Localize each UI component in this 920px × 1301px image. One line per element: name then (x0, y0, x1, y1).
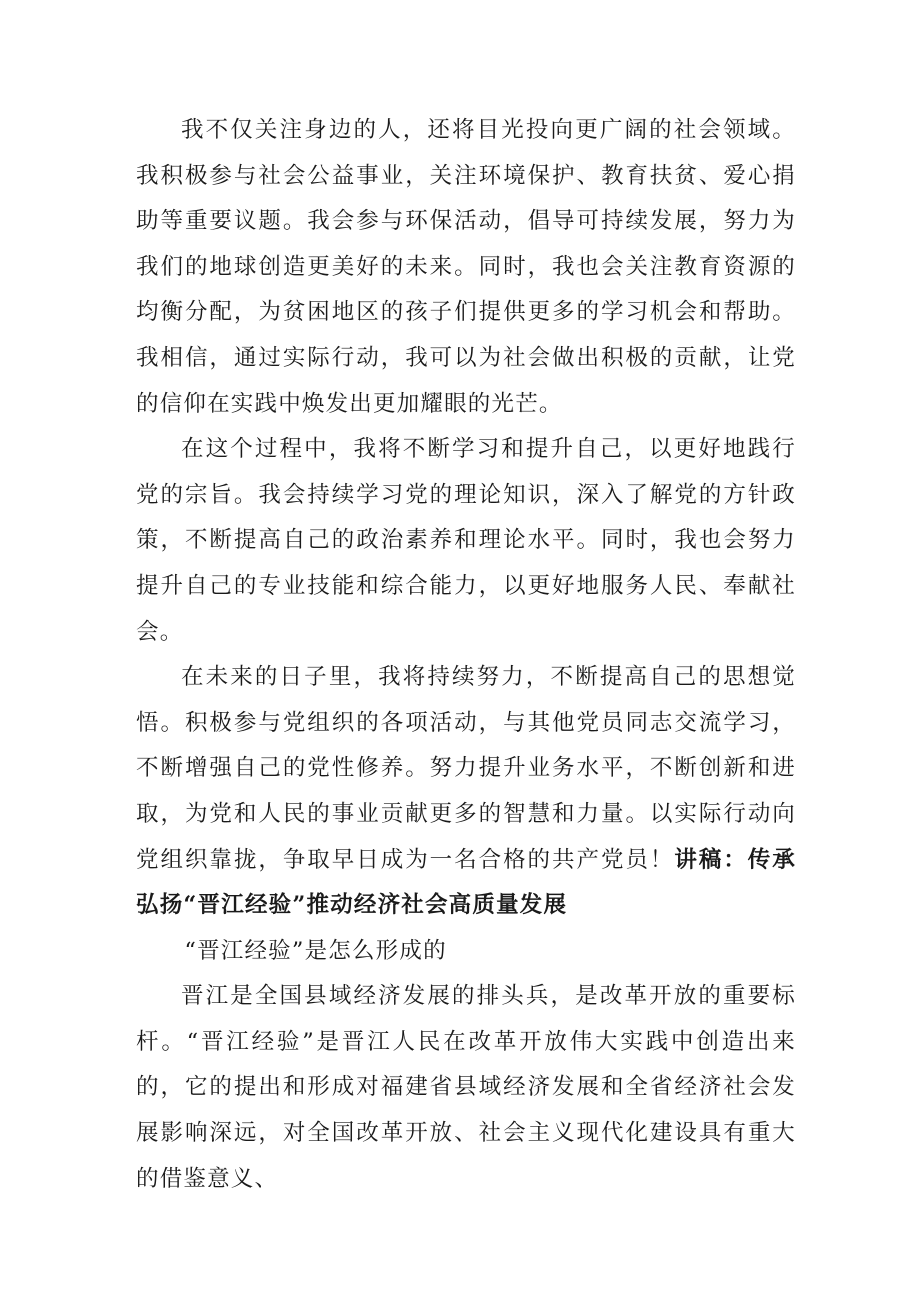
paragraph-future-commitment (136, 655, 796, 929)
paragraph-social-engagement: 我不仅关注身边的人，还将目光投向更广阔的社会领域。我积极参与社会公益事业，关注环境保护、教育扶贫、爱心捐助等重要议题。我会参与环保活动，倡导可持续发展，努力为我们的地球创造更美好的未来。同时，我也会关注教育资源的均衡分配，为贫困地区的孩子们提供更多的学习机会和帮助。我相信，通过实际行动，我可以为社会做出积极的贡献，让党的信仰在实践中焕发出更加耀眼的光芒。 (136, 117, 796, 417)
paragraph-jinjiang-intro: 晋江是全国县域经济发展的排头兵，是改革开放的重要标杆。“晋江经验”是晋江人民在改革开放伟大实践中创造出来的，它的提出和形成对福建省县域经济发展和全省经济社会发展影响深远，对全国改革开放、社会主义现代化建设具有重大的借鉴意义、 (136, 983, 796, 1192)
speech-title: 讲稿：传承弘扬“晋江经验”推动经济社会高质量发展 (136, 846, 796, 919)
section-heading: “晋江经验”是怎么形成的 (184, 937, 447, 964)
closing-text: 在未来的日子里，我将持续努力，不断提高自己的思想觉悟。积极参与党组织的各项活动，与其他党员同志交流学习，不断增强自己的党性修养。努力提升业务水平，不断创新和进取，为党和人民的事业贡献更多的智慧和力量。以实际行动向党组织靠拢，争取早日成为一名合格的共产党员！ (136, 664, 796, 873)
paragraph-self-improvement: 在这个过程中，我将不断学习和提升自己，以更好地践行党的宗旨。我会持续学习党的理论知识，深入了解党的方针政策，不断提高自己的政治素养和理论水平。同时，我也会努力提升自己的专业技能和综合能力，以更好地服务人民、奉献社会。 (136, 436, 796, 645)
document-body (136, 108, 796, 1202)
